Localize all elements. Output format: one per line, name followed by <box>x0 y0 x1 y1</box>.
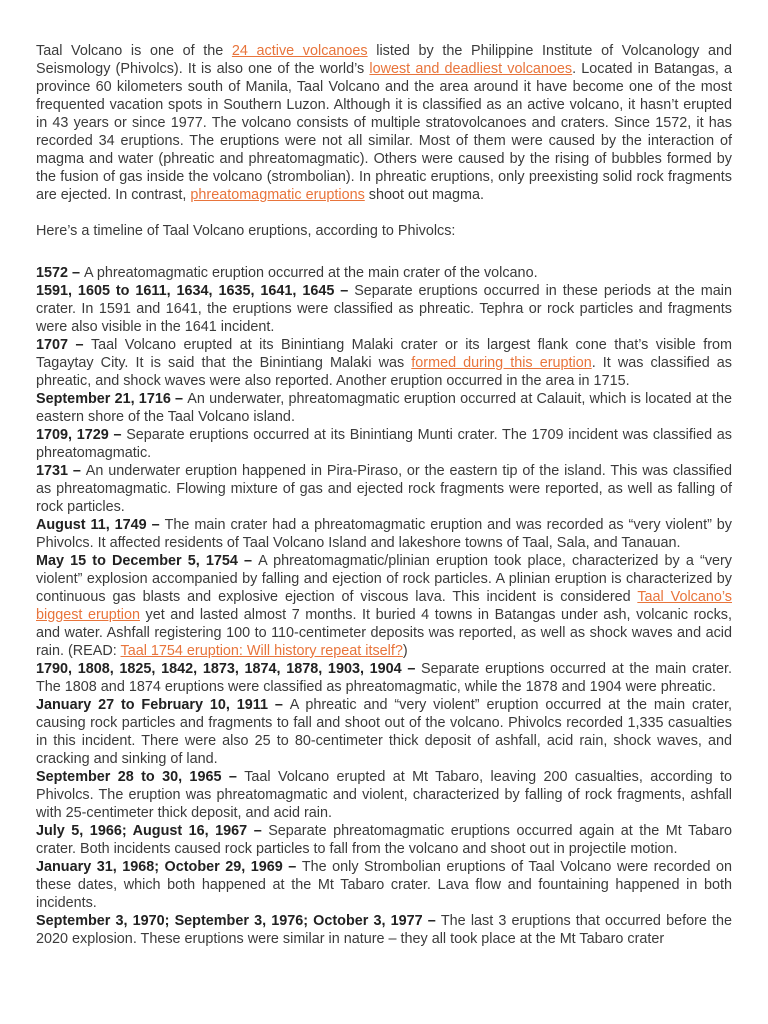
entry-date: May 15 to December 5, 1754 – <box>36 553 259 569</box>
intro-text: listed by the Philippine Institute of Volcanology and Seismology (Phivolcs). It is also one of the world’s <box>36 43 732 77</box>
entry-text: The main crater had a phreatomagmatic eruption and was recorded as “very violent” by Phivolcs. It affected residents of Taal Volcano Island and lakeshore towns of Taal, Sala, and Tanauan. <box>36 517 732 551</box>
entry-date: September 21, 1716 – <box>36 391 188 407</box>
timeline-entry <box>36 282 732 336</box>
intro-text: . Located in Batangas, a province 60 kilometers south of Manila, Taal Volcano and the area around it have become one of the most frequented vacation spots in Southern Luzon. Although it is classified as an active volcano, it hasn’t erupted in 43 years or since 1977. The volcano consists of multiple stratovolcanoes and craters. Since 1572, it has recorded 34 eruptions. The eruptions were not all similar. Most of them were caused by the interaction of magma and water (phreatic and phreatomagmatic). Others were caused by the rising of bubbles formed by the fusion of gas inside the volcano (strombolian). In phreatic eruptions, only preexisting solid rock fragments are ejected. In contrast, <box>36 61 732 203</box>
entry-text: An underwater eruption happened in Pira-Piraso, or the eastern tip of the island. This was classified as phreatomagmatic. Flowing mixture of gas and ejected rock fragments were reported, as well as falling of rock particles. <box>36 463 733 515</box>
entry-date: January 31, 1968; October 29, 1969 – <box>36 859 302 875</box>
entry-text: Separate eruptions occurred in these periods at the main crater. In 1591 and 1641, the eruptions were classified as phreatic. Tephra or rock particles and fragments were also visible in the 1641 incident. <box>36 283 732 335</box>
entry-date: July 5, 1966; August 16, 1967 – <box>36 823 269 839</box>
intro-text: shoot out magma. <box>364 187 484 203</box>
timeline-entry <box>36 264 732 282</box>
timeline-entry <box>36 552 732 660</box>
entry-date: 1731 – <box>36 463 86 479</box>
entry-text: An underwater, phreatomagmatic eruption occurred at Calauit, which is located at the eastern shore of the Taal Volcano island. <box>36 391 732 425</box>
entry-text: yet and lasted almost 7 months. It buried 4 towns in Batangas under ash, volcanic rocks, and water. Ashfall registering 100 to 110-centimeter deposits was reported, as well as shock waves and acid rain. (READ: <box>36 607 732 659</box>
link-biggest-eruption[interactable]: Taal Volcano’s biggest eruption <box>36 589 732 623</box>
timeline-entry <box>36 390 732 426</box>
timeline-entry <box>36 912 732 948</box>
entry-text: . It was classified as phreatic, and shock waves were also reported. Another eruption occurred in the area in 1715. <box>36 355 733 389</box>
entry-text: ) <box>402 643 408 659</box>
timeline-entry <box>36 822 732 858</box>
timeline-intro: Here’s a timeline of Taal Volcano eruptions, according to Phivolcs: <box>36 223 456 239</box>
timeline-entry <box>36 516 732 552</box>
timeline-entry <box>36 858 732 912</box>
link-formed-during-eruption[interactable]: formed during this eruption <box>411 355 592 371</box>
entry-date: 1707 – <box>36 337 91 353</box>
timeline-entry <box>36 696 732 768</box>
timeline-entry <box>36 336 732 390</box>
entry-date: 1572 – <box>36 265 85 281</box>
timeline-entry <box>36 462 732 516</box>
link-phreatomagmatic[interactable]: phreatomagmatic eruptions <box>190 187 365 203</box>
entry-text: Taal Volcano erupted at its Binintiang Malaki crater or its largest flank cone that’s visible from Tagaytay City. It is said that the Binintiang Malaki was <box>36 337 733 371</box>
entry-text: The last 3 eruptions that occurred before the 2020 explosion. These eruptions were similar in nature – they all took place at the Mt Tabaro crater <box>36 913 733 947</box>
entry-text: Separate eruptions occurred at its Binintiang Munti crater. The 1709 incident was classified as phreatomagmatic. <box>36 427 732 461</box>
timeline-entry <box>36 426 732 462</box>
entry-date: January 27 to February 10, 1911 – <box>36 697 290 713</box>
entry-text: Separate eruptions occurred at the main crater. The 1808 and 1874 eruptions were classified as phreatomagmatic, while the 1878 and 1904 were phreatic. <box>36 661 732 695</box>
link-lowest-deadliest[interactable]: lowest and deadliest volcanoes <box>369 61 573 77</box>
entry-date: 1709, 1729 – <box>36 427 127 443</box>
entry-text: A phreatomagmatic eruption occurred at the main crater of the volcano. <box>84 265 538 281</box>
entry-text: A phreatomagmatic/plinian eruption took place, characterized by a “very violent” explosion accompanied by falling and ejection of rock particles. A plinian eruption is characterized by continuous gas blasts and explosive ejection of viscous lava. This incident is considered <box>36 553 733 605</box>
entry-date: September 3, 1970; September 3, 1976; October 3, 1977 – <box>36 913 441 929</box>
timeline-entry <box>36 660 732 696</box>
entry-text: A phreatic and “very violent” eruption occurred at the main crater, causing rock particles and fragments to fall and shoot out of the volcano. Phivolcs recorded 1,335 casualties in this incident. There were also 25 to 80-centimeter thick deposit of ashfall, acid rain, shock waves, and cracking and sinking of land. <box>36 697 732 767</box>
timeline <box>36 264 732 948</box>
intro-paragraph <box>36 42 732 204</box>
entry-date: 1591, 1605 to 1611, 1634, 1635, 1641, 1645 – <box>36 283 355 299</box>
link-active-volcanoes[interactable]: 24 active volcanoes <box>231 43 368 59</box>
entry-text: Separate phreatomagmatic eruptions occurred again at the Mt Tabaro crater. Both incidents caused rock particles to fall from the volcano and shoot out in projectile motion. <box>36 823 732 857</box>
timeline-entry <box>36 768 732 822</box>
entry-date: September 28 to 30, 1965 – <box>36 769 245 785</box>
entry-text: Taal Volcano erupted at Mt Tabaro, leaving 200 casualties, according to Phivolcs. The eruption was phreatomagmatic and violent, characterized by falling of rock fragments, ashfall with 25-centimeter thick deposit, and acid rain. <box>36 769 732 821</box>
entry-date: 1790, 1808, 1825, 1842, 1873, 1874, 1878, 1903, 1904 – <box>36 661 422 677</box>
entry-date: August 11, 1749 – <box>36 517 165 533</box>
link-1754-eruption[interactable]: Taal 1754 eruption: Will history repeat itself? <box>120 643 403 659</box>
intro-text: Taal Volcano is one of the <box>36 43 232 59</box>
entry-text: The only Strombolian eruptions of Taal Volcano were recorded on these dates, which both happened at the Mt Tabaro crater. Lava flow and fountaining happened in both incidents. <box>36 859 732 911</box>
